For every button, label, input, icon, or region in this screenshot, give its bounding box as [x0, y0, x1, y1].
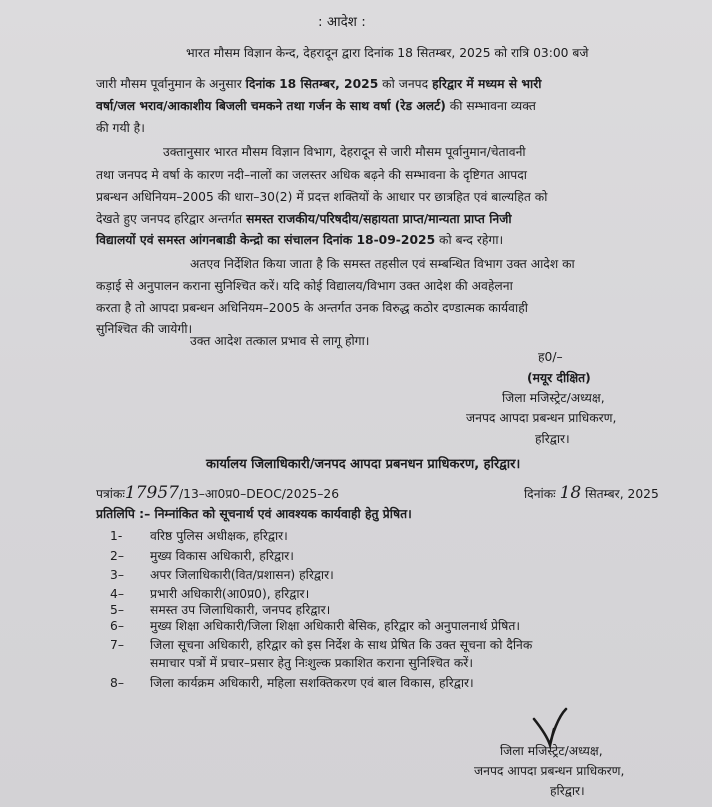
recipient-text: मुख्य विकास अधिकारी, हरिद्वार।	[150, 549, 294, 563]
para2-line1: उक्तानुसार भारत मौसम विज्ञान विभाग, देहरादून से जारी मौसम पूर्वानुमान/चेतावनी	[163, 145, 526, 159]
para3-line2: कड़ाई से अनुपालन कराना सुनिश्चित करें। यदि कोई विद्यालय/विभाग उक्त आदेश की अवहेलना	[96, 279, 513, 293]
para1-text: जारी मौसम पूर्वानुमान के अनुसार	[96, 77, 242, 91]
para2-schools: समस्त राजकीय/परिषदीय/सहायता प्राप्त/मान्यता प्राप्त निजी	[246, 212, 512, 226]
signature-place: हरिद्वार।	[535, 432, 570, 446]
recipient-text: प्रभारी अधिकारी(आ0प्र0), हरिद्वार।	[150, 587, 310, 601]
para2-line2: तथा जनपद मे वर्षा के कारण नदी–नालों का जलस्तर अधिक बढ़ने की सम्भावना के दृष्टिगत आपदा	[96, 168, 527, 182]
office-header: कार्यालय जिलाधिकारी/जनपद आपदा प्रबनधन प्राधिकरण, हरिद्वार।	[206, 457, 521, 472]
date-rest: सितम्बर, 2025	[585, 487, 659, 501]
signature-name: (मयूर दीक्षित)	[527, 371, 591, 385]
para3-line3: करता है तो आपदा प्रबन्धन अधिनियम–2005 के अन्तर्गत उनक विरुद्ध कठोर दण्डात्मक कार्यवाही	[96, 301, 528, 315]
recipient-text: अपर जिलाधिकारी(वित/प्रशासन) हरिद्वार।	[150, 568, 334, 582]
date-day: 18	[559, 483, 582, 503]
para2-line3: प्रबन्धन अधिनियम–2005 की धारा–30(2) में प्रदत्त शक्तियों के आधार पर छात्रहित एवं बाल्यहित को	[96, 190, 548, 204]
recipient-text: जिला कार्यक्रम अधिकारी, महिला सशक्तिकरण एवं बाल विकास, हरिद्वार।	[150, 676, 474, 690]
para1-text-b: को जनपद	[382, 77, 429, 91]
para2-closed: को बन्द रहेगा।	[439, 233, 504, 247]
recipient-text: वरिष्ठ पुलिस अधीक्षक, हरिद्वार।	[150, 529, 288, 543]
para1-date: दिनांक 18 सितम्बर, 2025	[245, 77, 379, 91]
para1-haridwar: हरिद्वार में मध्यम से भारी	[432, 77, 542, 91]
recipient-num: 4–	[110, 587, 124, 601]
reference-suffix: /13–आ0प्र0–DEOC/2025–26	[178, 487, 340, 501]
para2-anganwadi: विद्यालयों एवं समस्त आंगनबाडी केन्द्रो का संचालन दिनांक 18-09-2025	[96, 233, 436, 247]
para3-line1: अतएव निर्देशित किया जाता है कि समस्त तहसील एवं सम्बन्धित विभाग उक्त आदेश का	[190, 257, 575, 271]
para4: उक्त आदेश तत्काल प्रभाव से लागू होगा।	[190, 334, 370, 348]
final-signature-designation: जिला मजिस्ट्रेट/अध्यक्ष,	[500, 744, 603, 758]
para3-line4: सुनिश्चित की जायेगी।	[96, 322, 193, 336]
para1-text-c: की सम्भावना व्यक्त	[449, 99, 536, 113]
final-signature-authority: जनपद आपदा प्रबन्धन प्राधिकरण,	[474, 764, 625, 778]
recipient-text: समस्त उप जिलाधिकारी, जनपद हरिद्वार।	[150, 603, 331, 617]
recipient-text-2: समाचार पत्रों में प्रचार–प्रसार हेतु निःशुल्क प्रकाशित कराना सुनिश्चित करें।	[150, 656, 473, 670]
signature-authority: जनपद आपदा प्रबन्धन प्राधिकरण,	[466, 411, 617, 425]
para1-line1: भारत मौसम विज्ञान केन्द, देहरादून द्वारा दिनांक 18 सितम्बर, 2025 को रात्रि 03:00 बजे	[186, 46, 589, 60]
order-title: : आदेश :	[318, 14, 366, 30]
recipient-num: 1-	[110, 529, 123, 543]
recipient-num: 6–	[110, 619, 124, 633]
recipient-num: 8–	[110, 676, 124, 690]
para1-line4: की गयी है।	[96, 121, 145, 135]
recipient-text: जिला सूचना अधिकारी, हरिद्वार को इस निर्देश के साथ प्रेषित कि उक्त सूचना को दैनिक	[150, 638, 533, 652]
signature-sd: ह0/–	[538, 350, 563, 364]
signature-designation: जिला मजिस्ट्रेट/अध्यक्ष,	[502, 391, 605, 405]
recipient-num: 5–	[110, 603, 124, 617]
copy-line: प्रतिलिपि :– निम्नांकित को सूचनार्थ एवं आवश्यक कार्यवाही हेतु प्रेषित।	[96, 507, 412, 521]
para2-text: देखते हुए जनपद हरिद्वार अन्तर्गत	[96, 212, 243, 226]
recipient-num: 3–	[110, 568, 124, 582]
reference-label: पत्रांकः	[96, 487, 125, 501]
reference-number: 17957	[124, 483, 179, 503]
para1-red-alert: वर्षा/जल भराव/आकाशीय बिजली चमकने तथा गर्जन के साथ वर्षा (रेड अलर्ट)	[96, 99, 446, 113]
date-label: दिनांकः	[524, 487, 556, 501]
recipient-num: 2–	[110, 549, 124, 563]
recipient-num: 7–	[110, 638, 124, 652]
recipient-text: मुख्य शिक्षा अधिकारी/जिला शिक्षा अधिकारी बेसिक, हरिद्वार को अनुपालनार्थ प्रेषित।	[150, 619, 520, 633]
final-signature-place: हरिद्वार।	[550, 784, 585, 798]
